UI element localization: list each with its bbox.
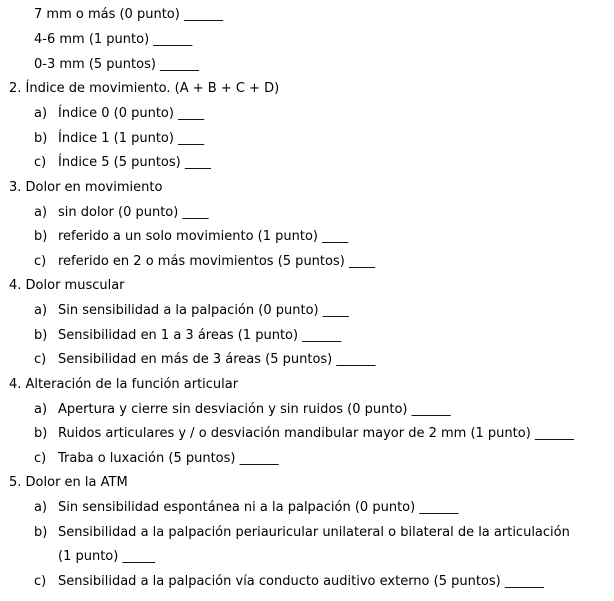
- option-text: sin dolor (0 punto) ____: [58, 205, 209, 220]
- option-text: Índice 1 (1 punto) ____: [58, 131, 205, 146]
- option-letter: b): [34, 525, 48, 540]
- option-text: Apertura y cierre sin desviación y sin ruidos (0 punto) ______: [58, 402, 451, 417]
- option-letter: a): [34, 205, 48, 220]
- option-item: [34, 523, 570, 543]
- option-letter: c): [34, 574, 47, 589]
- option-item: [34, 572, 544, 592]
- pre-item-1: 7 mm o más (0 punto) ______: [34, 7, 223, 22]
- section-title: 2. Índice de movimiento. (A + B + C + D): [9, 81, 280, 96]
- option-item: [34, 203, 208, 223]
- option-letter: a): [34, 303, 48, 318]
- option-text: Índice 0 (0 punto) ____: [58, 106, 205, 121]
- option-item: [34, 400, 451, 420]
- option-letter: a): [34, 500, 48, 515]
- option-text: Sensibilidad a la palpación periauricular unilateral o bilateral de la articulación: [58, 525, 570, 540]
- option-letter: c): [34, 451, 47, 466]
- option-letter: b): [34, 131, 48, 146]
- option-letter: a): [34, 402, 48, 417]
- section-title: 4. Alteración de la función articular: [9, 377, 239, 392]
- option-item: [34, 129, 204, 149]
- section-title: 5. Dolor en la ATM: [9, 475, 128, 490]
- option-text: Sensibilidad en 1 a 3 áreas (1 punto) ______: [58, 328, 342, 343]
- option-letter: c): [34, 352, 47, 367]
- option-text: Sin sensibilidad a la palpación (0 punto) ____: [58, 303, 349, 318]
- option-item: [34, 326, 341, 346]
- option-letter: b): [34, 229, 48, 244]
- option-letter: c): [34, 254, 47, 269]
- option-letter: b): [34, 426, 48, 441]
- option-item: [34, 227, 348, 247]
- option-letter: c): [34, 155, 47, 170]
- option-letter: b): [34, 328, 48, 343]
- pre-item-3: 0-3 mm (5 puntos) ______: [34, 57, 200, 72]
- option-text: Índice 5 (5 puntos) ____: [58, 155, 211, 170]
- option-text: Traba o luxación (5 puntos) ______: [58, 451, 279, 466]
- option-continuation: (1 punto) _____: [58, 549, 155, 564]
- option-text: Sensibilidad a la palpación vía conducto auditivo externo (5 puntos) ______: [58, 574, 544, 589]
- option-text: Sensibilidad en más de 3 áreas (5 puntos) ______: [58, 352, 376, 367]
- option-text: referido en 2 o más movimientos (5 puntos) ____: [58, 254, 375, 269]
- option-item: [34, 498, 458, 518]
- option-item: [34, 301, 349, 321]
- option-item: [34, 153, 211, 173]
- section-title: 3. Dolor en movimiento: [9, 180, 163, 195]
- option-text: Sin sensibilidad espontánea ni a la palpación (0 punto) ______: [58, 500, 459, 515]
- option-item: [34, 350, 375, 370]
- option-letter: a): [34, 106, 48, 121]
- option-item: [34, 252, 375, 272]
- option-text: Ruidos articulares y / o desviación mandibular mayor de 2 mm (1 punto) ______: [58, 426, 574, 441]
- pre-item-2: 4-6 mm (1 punto) ______: [34, 32, 193, 47]
- section-title: 4. Dolor muscular: [9, 278, 125, 293]
- option-item: [34, 104, 204, 124]
- option-item: [34, 449, 279, 469]
- option-text: referido a un solo movimiento (1 punto) ____: [58, 229, 349, 244]
- option-item: [34, 424, 574, 444]
